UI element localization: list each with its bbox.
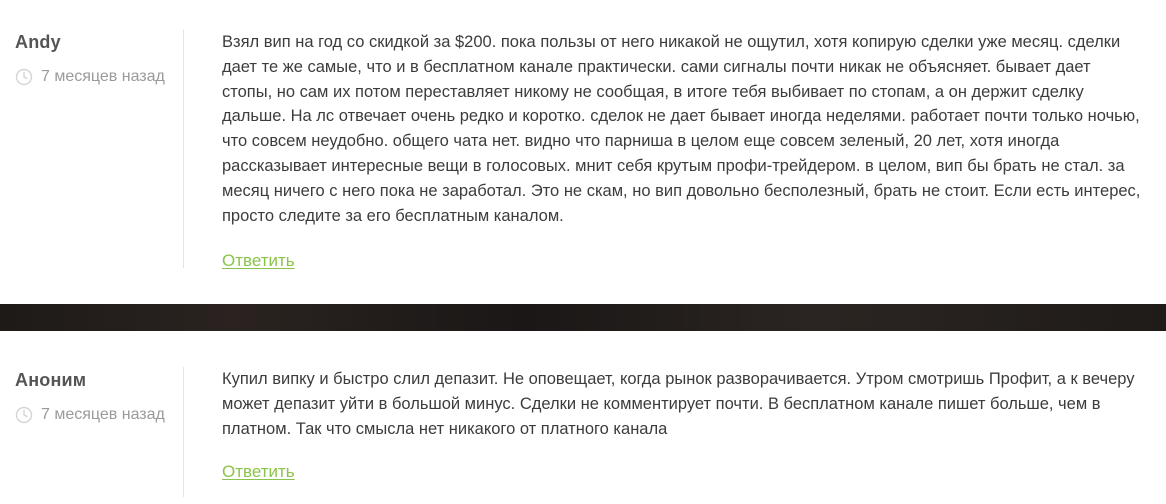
divider: [183, 30, 184, 268]
divider: [183, 367, 184, 497]
comment-meta: [15, 402, 175, 427]
comment-time: 7 месяцев назад: [41, 68, 165, 85]
comment-text: Взял вип на год со скидкой за $200. пока пользы от него никакой не ощутил, хотя копирую сделки уже месяц. сделки дает те же самые, что и в бесплатном канале практически. сами сигналы почти никак не объясняет. бывает дает стопы, но сам их потом переставляет никому не сообщая, в итоге тебя выбивает по стопам, а он держит сделку дальше. На лс отвечает очень редко и коротко. сделок не дает бывает иногда неделями. работает почти только ночью, что совсем неудобно. общего чата нет. видно что парниша в целом еще совсем зеленый, 20 лет, хотя иногда рассказывает интересные вещи в голосовых. мнит себя крутым профи-трейдером. в целом, вип бы брать не стал. за месяц ничего с него пока не заработал. Это не скам, но вип довольно бесполезный, брать не стоит. Если есть интерес, просто следите за его бесплатным каналом.: [222, 33, 1141, 225]
comment-body: [222, 367, 1142, 481]
dark-separator-band: [0, 304, 1166, 331]
clock-icon: [15, 406, 33, 424]
reply-link[interactable]: Ответить: [222, 251, 295, 270]
reply-link[interactable]: Ответить: [222, 462, 295, 481]
comment-meta: [15, 64, 175, 89]
comment-body: [222, 30, 1142, 270]
comment-author-block: [15, 30, 175, 89]
author-name: Andy: [15, 32, 61, 52]
comment-author-block: [15, 368, 175, 427]
comment-text: Купил випку и быстро слил депазит. Не оповещает, когда рынок разворачивается. Утром смотришь Профит, а к вечеру может депазит уйти в большой минус. Сделки не комментирует почти. В бесплатном канале пишет больше, чем в платном. Так что смысла нет никакого от платного канала: [222, 370, 1135, 438]
author-name: Аноним: [15, 370, 87, 390]
comment-time: 7 месяцев назад: [41, 406, 165, 423]
clock-icon: [15, 68, 33, 86]
